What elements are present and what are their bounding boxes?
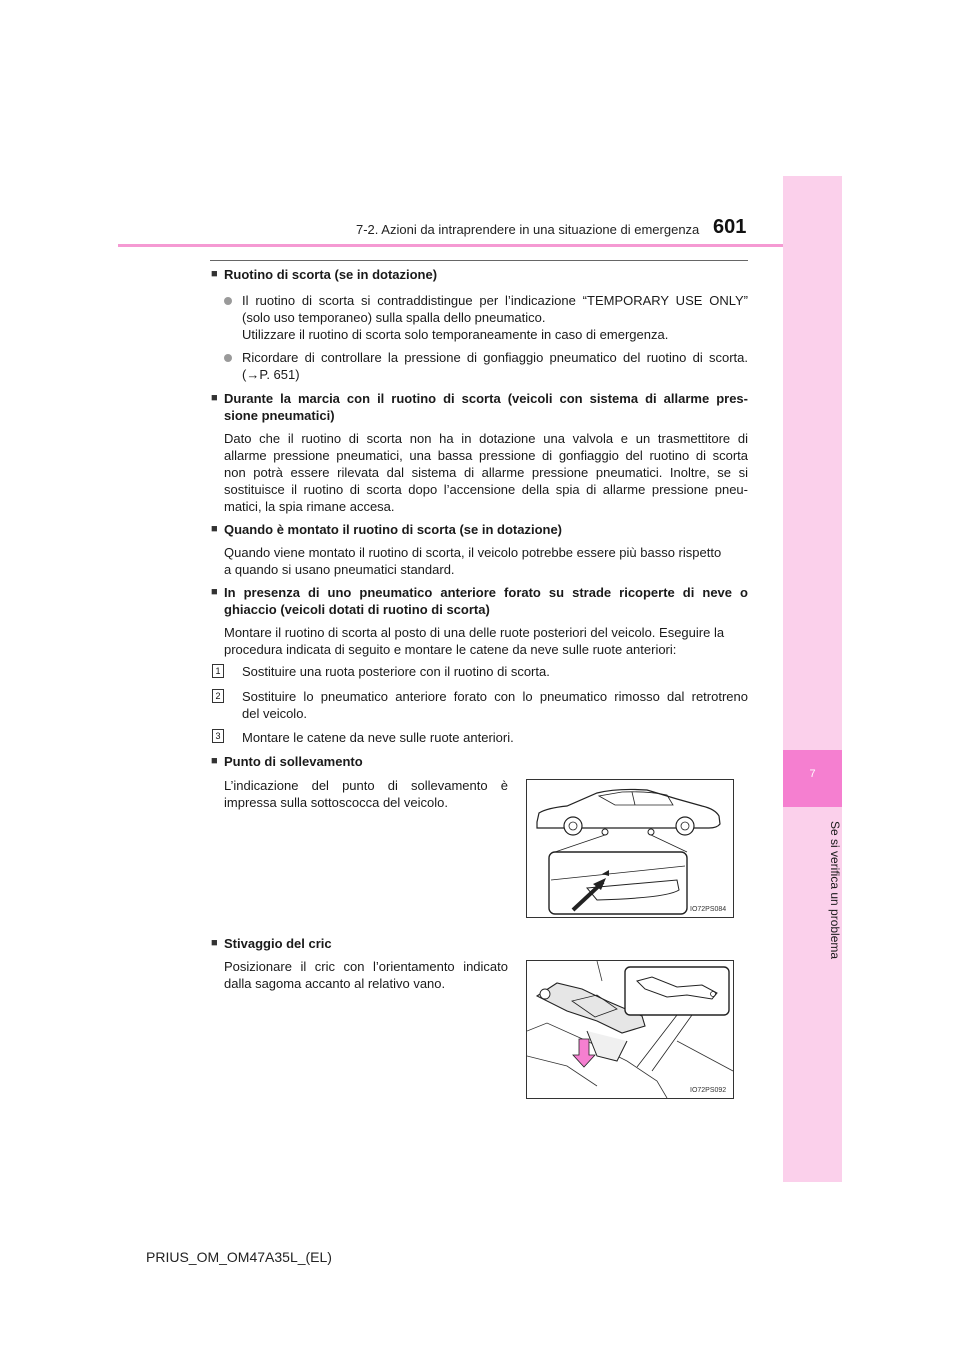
figure-code: IO72PS084 [690, 906, 727, 913]
bullet-pressure-line-2: (→P. 651) [242, 367, 300, 382]
driving-body-line-5: matici, la spia rimane accesa. [224, 499, 395, 514]
header-section-title: 7-2. Azioni da intraprendere in una situazione di emergenza [356, 222, 700, 237]
snow-body-line-2: procedura indicata di seguito e montare le catene da neve sulle ruote anteriori: [224, 642, 677, 657]
chapter-title-text: Se si verifica un problema [828, 820, 842, 960]
step-3-text: Montare le catene da neve sulle ruote anteriori. [242, 730, 514, 745]
section-heading-jack-point: Punto di sollevamento [224, 754, 363, 769]
snow-body-line-1: Montare il ruotino di scorta al posto di una delle ruote posteriori del veicolo. Eseguire la [224, 625, 725, 640]
driving-body-line-4: sostituisce il ruotino di scorta dopo l’accensione della spia di allarme pressione pneu- [224, 482, 748, 497]
bullet-spare-line-1: Il ruotino di scorta si contraddistingue per l’indicazione “TEMPORARY USE ONLY” [242, 293, 748, 308]
square-bullet-icon: ■ [211, 523, 218, 535]
jack-storage-figure [526, 960, 734, 1099]
step-1-text: Sostituire una ruota posteriore con il ruotino di scorta. [242, 664, 550, 679]
bullet-spare-line-3: Utilizzare il ruotino di scorta solo temporaneamente in caso di emergenza. [242, 327, 669, 342]
chapter-title [783, 815, 842, 965]
section-heading-snow-line-2: ghiaccio (veicoli dotati di ruotino di scorta) [224, 602, 490, 617]
section-heading-spare: Ruotino di scorta (se in dotazione) [224, 267, 438, 282]
jack-point-body-line-1: L’indicazione del punto di sollevamento è [224, 778, 508, 793]
square-bullet-icon: ■ [211, 755, 218, 767]
footer-doc-code: PRIUS_OM_OM47A35L_(EL) [146, 1249, 332, 1265]
chapter-side-tab [783, 176, 842, 1182]
step-number-box: 3 [212, 729, 224, 743]
round-bullet-icon [224, 297, 232, 305]
header-rule [118, 244, 840, 247]
section-heading-mounted: Quando è montato il ruotino di scorta (se in dotazione) [224, 522, 563, 537]
square-bullet-icon: ■ [211, 392, 218, 404]
section-heading-driving-line-2: sione pneumatici) [224, 408, 335, 423]
jack-point-figure [526, 779, 734, 918]
step-2-text-line-2: del veicolo. [242, 706, 308, 721]
round-bullet-icon [224, 354, 232, 362]
bullet-pressure-line-1: Ricordare di controllare la pressione di gonfiaggio pneumatico del ruotino di scorta. [242, 350, 748, 365]
figure-code: IO72PS092 [690, 1087, 727, 1094]
step-number-box: 1 [212, 664, 224, 678]
step-number-box: 2 [212, 689, 224, 703]
driving-body-line-2: allarme pressione pneumatici, una bassa pressione di gonfiaggio del ruotino di scorta [224, 448, 748, 463]
page-number: 601 [713, 216, 747, 238]
jack-storage-illustration [527, 961, 733, 1098]
section-heading-driving-line-1: Durante la marcia con il ruotino di scorta (veicoli con sistema di allarme pres- [224, 391, 748, 406]
mounted-body-line-1: Quando viene montato il ruotino di scorta, il veicolo potrebbe essere più basso rispetto [224, 545, 722, 560]
jack-storage-body-line-2: dalla sagoma accanto al relativo vano. [224, 976, 446, 991]
step-2-text-line-1: Sostituire lo pneumatico anteriore forato con lo pneumatico rimosso dal retrotreno [242, 689, 748, 704]
chapter-number: 7 [809, 768, 816, 780]
driving-body-line-1: Dato che il ruotino di scorta non ha in dotazione una valvola e un trasmettitore di [224, 431, 748, 446]
car-jack-point-illustration [527, 780, 733, 917]
jack-storage-body-line-1: Posizionare il cric con l’orientamento indicato [224, 959, 508, 974]
square-bullet-icon: ■ [211, 268, 218, 280]
mounted-body-line-2: a quando si usano pneumatici standard. [224, 562, 455, 577]
jack-point-body-line-2: impressa sulla sottoscocca del veicolo. [224, 795, 448, 810]
square-bullet-icon: ■ [211, 586, 218, 598]
bullet-spare-line-2: (solo uso temporaneo) sulla spalla dello pneumatico. [242, 310, 546, 325]
section-heading-jack-storage: Stivaggio del cric [224, 936, 332, 951]
content-top-rule [210, 260, 748, 261]
section-heading-snow-line-1: In presenza di uno pneumatico anteriore forato su strade ricoperte di neve o [224, 585, 748, 600]
square-bullet-icon: ■ [211, 937, 218, 949]
driving-body-line-3: non potrà essere rilevata dal sistema di allarme pressione pneumatici. Inoltre, se si [224, 465, 748, 480]
